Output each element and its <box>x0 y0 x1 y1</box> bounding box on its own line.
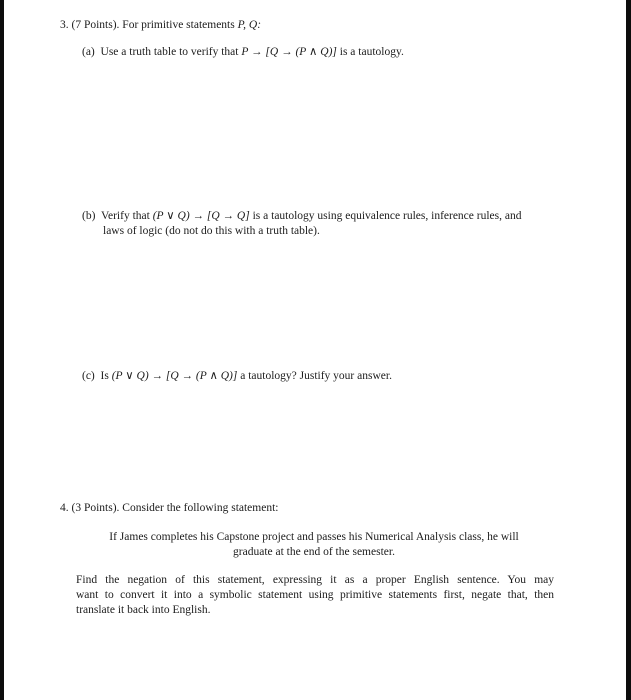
part-b-formula: (P ∨ Q) → [Q → Q] <box>152 210 250 222</box>
right-dark-border <box>626 0 631 700</box>
part-b-text-after: is a tautology using equivalence rules, inference rules, and <box>252 210 522 222</box>
problem-3-vars: P, Q: <box>237 19 262 31</box>
part-a-text: Use a truth table to verify that <box>100 46 239 58</box>
problem-3-header <box>60 18 261 33</box>
part-a-formula: P → [Q → (P ∧ Q)] <box>241 46 337 58</box>
part-a-text-after: is a tautology. <box>339 46 404 58</box>
instructions-line-3: translate it back into English. <box>76 604 211 616</box>
part-a-label: (a) <box>82 46 95 58</box>
document-page <box>4 0 626 700</box>
part-c-text-after: a tautology? Justify your answer. <box>240 370 392 382</box>
problem-4-number: 4. <box>60 502 69 514</box>
problem-4-points: (3 Points). <box>71 502 120 514</box>
problem-3-points: (7 Points). <box>71 19 120 31</box>
part-c-formula: (P ∨ Q) → [Q → (P ∧ Q)] <box>111 370 238 382</box>
part-b-line-1 <box>82 209 521 224</box>
part-b-label: (b) <box>82 210 96 222</box>
statement-line-1: If James completes his Capstone project and passes his Numerical Analysis class, he will <box>109 531 519 543</box>
part-c-label: (c) <box>82 370 95 382</box>
statement-line-2: graduate at the end of the semester. <box>233 546 395 558</box>
problem-4-header <box>60 501 278 516</box>
instructions-line-1: Find the negation of this statement, expressing it as a proper English sentence. You may <box>76 574 554 586</box>
part-b-line-2: laws of logic (do not do this with a truth table). <box>103 225 320 237</box>
part-c <box>82 369 392 384</box>
part-c-text: Is <box>100 370 109 382</box>
problem-3-intro: For primitive statements <box>122 19 235 31</box>
part-a <box>82 45 404 60</box>
part-b-text: Verify that <box>100 210 150 222</box>
problem-4-instructions <box>76 573 554 618</box>
problem-4-intro: Consider the following statement: <box>122 502 279 514</box>
instructions-line-2: want to convert it into a symbolic statement using primitive statements first, negate that, then <box>76 589 554 601</box>
problem-3-number: 3. <box>60 19 69 31</box>
problem-4-statement <box>74 530 554 560</box>
